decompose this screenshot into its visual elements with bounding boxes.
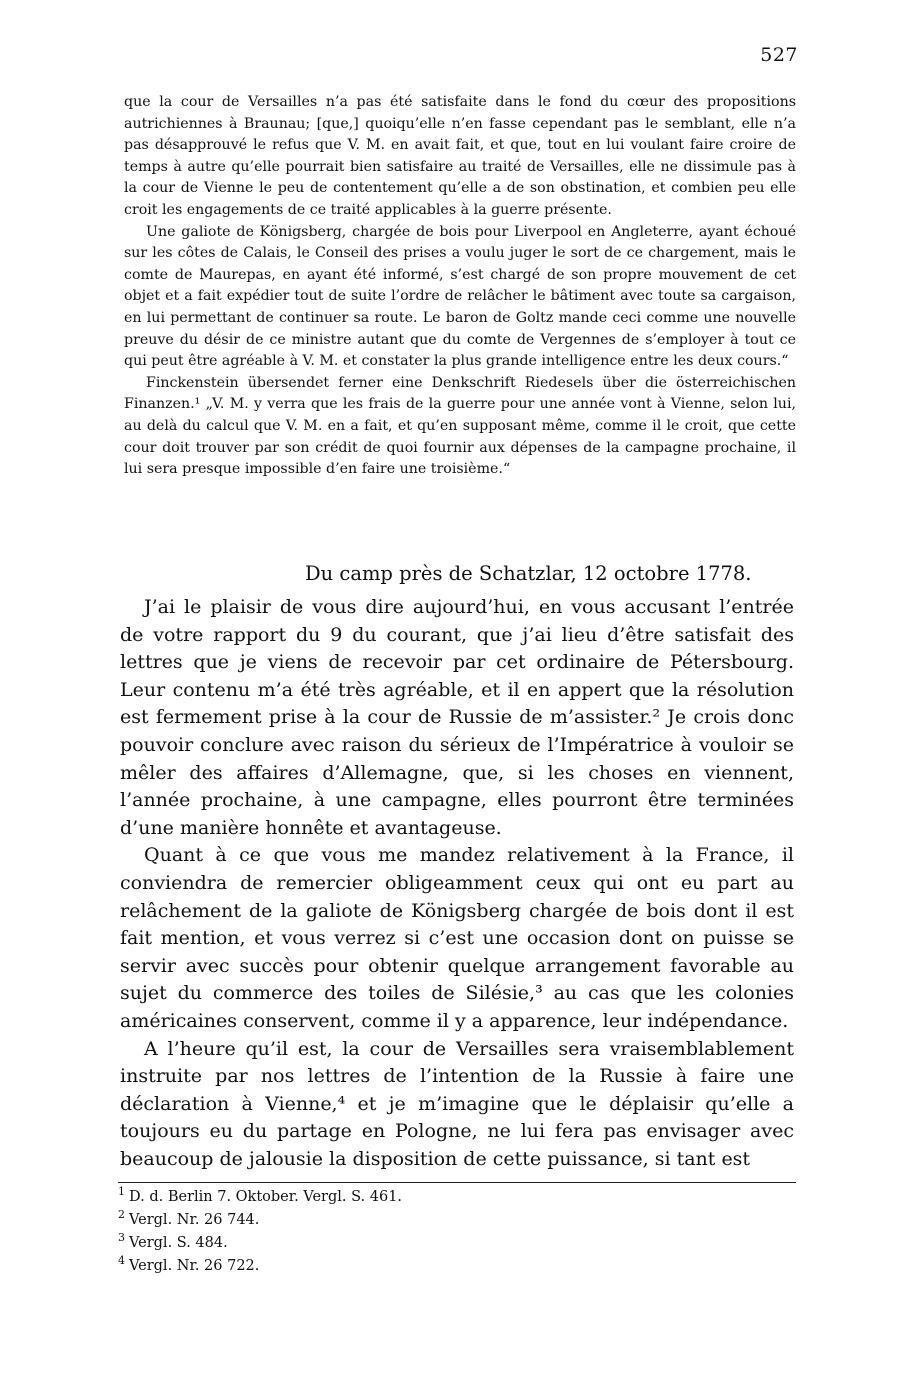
letter-dateline: Du camp près de Schatzlar, 12 octobre 1778. — [305, 562, 752, 585]
summary-paragraph: que la cour de Versailles n’a pas été satisfaite dans le fond du cœur des propositions autrichiennes à Braunau; [que,] quoiqu’elle n’en fasse cependant pas le semblant, elle n’a pas désapprouvé le refus que V. M. en avait fait, et que, tout en lui voulant faire croire de temps à autre qu’elle pourrait bien satisfaire au traité de Versailles, elle ne dissimule pas à la cour de Vienne le peu de contentement qu’elle a de son obstination, et combien peu elle croit les engagements de ce traité applicables à la guerre présente. — [124, 94, 796, 218]
summary-paragraph: Une galiote de Königsberg, chargée de bois pour Liverpool en Angleterre, ayant échoué sur les côtes de Calais, le Conseil des prises a voulu juger le sort de ce chargement, mais le comte de Maurepas, en ayant été informé, s’est chargé de son propre mouvement de cet objet et a fait expédier tout de suite l’ordre de relâcher le bâtiment avec toute sa cargaison, en lui permettant de continuer sa route. Le baron de Goltz mande ceci comme une nouvelle preuve du désir de ce ministre autant que du comte de Vergennes de s’employer à tout ce qui peut être agréable à V. M. et constater la plus grande intelligence entre les deux cours.“ — [124, 223, 796, 370]
footnote — [118, 1209, 796, 1232]
footnote-mark: 2 — [118, 1208, 125, 1222]
page-number: 527 — [760, 44, 798, 66]
footnote-text: D. d. Berlin 7. Oktober. Vergl. S. 461. — [129, 1189, 403, 1205]
footnote — [118, 1255, 796, 1278]
letter-paragraph: J’ai le plaisir de vous dire aujourd’hui, en vous accusant l’entrée de votre rapport du 9 du courant, que j’ai lieu d’être satisfait des lettres que je viens de recevoir par cet ordinaire de Pétersbourg. Leur contenu m’a été très agréable, et il en appert que la résolution est fermement prise à la cour de Russie de m’assister.² Je crois donc pouvoir conclure avec raison du sérieux de l’Impératrice à vouloir se mêler des affaires d’Allemagne, que, si les choses en viennent, l’année prochaine, à une campagne, elles pourront être terminées d’une manière honnête et avantageuse. — [120, 596, 794, 839]
footnote-text: Vergl. Nr. 26 744. — [129, 1212, 260, 1228]
letter-paragraph: A l’heure qu’il est, la cour de Versailles sera vraisemblablement instruite par nos lettres de l’intention de la Russie à faire une déclaration à Vienne,⁴ et je m’imagine que le déplaisir qu’elle a toujours eu du partage en Pologne, ne lui fera pas envisager avec beaucoup de jalousie la disposition de cette puissance, si tant est — [120, 1037, 794, 1170]
letter-body — [120, 594, 794, 1173]
footnotes — [118, 1186, 796, 1278]
letter-paragraph: Quant à ce que vous me mandez relativement à la France, il conviendra de remercier obligeamment ceux qui ont eu part au relâchement de la galiote de Königsberg chargée de bois dont il est fait mention, et vous verrez si c’est une occasion dont on puisse se servir avec succès pour obtenir quelque arrangement favorable au sujet du commerce des toiles de Silésie,³ au cas que les colonies américaines conservent, comme il y a apparence, leur indépendance. — [120, 844, 794, 1032]
footnote — [118, 1186, 796, 1209]
summary-paragraph: Finckenstein übersendet ferner eine Denkschrift Riedesels über die österreichischen Finanzen.¹ „V. M. y verra que les frais de la guerre pour une année vont à Vienne, selon lui, au delà du calcul que V. M. en a fait, et qu’en supposant même, comme il le croit, que cette cour doit trouver par son crédit de quoi fournir aux dépenses de la campagne prochaine, il lui sera presque impossible d’en faire une troisième.“ — [124, 374, 796, 478]
footnote-text: Vergl. Nr. 26 722. — [129, 1258, 260, 1274]
footnote — [118, 1232, 796, 1255]
summary-block — [124, 92, 796, 481]
footnote-mark: 3 — [118, 1231, 125, 1245]
footnote-mark: 4 — [118, 1254, 125, 1268]
footnote-mark: 1 — [118, 1185, 125, 1199]
footnote-text: Vergl. S. 484. — [129, 1235, 228, 1251]
footnote-divider — [118, 1182, 796, 1183]
